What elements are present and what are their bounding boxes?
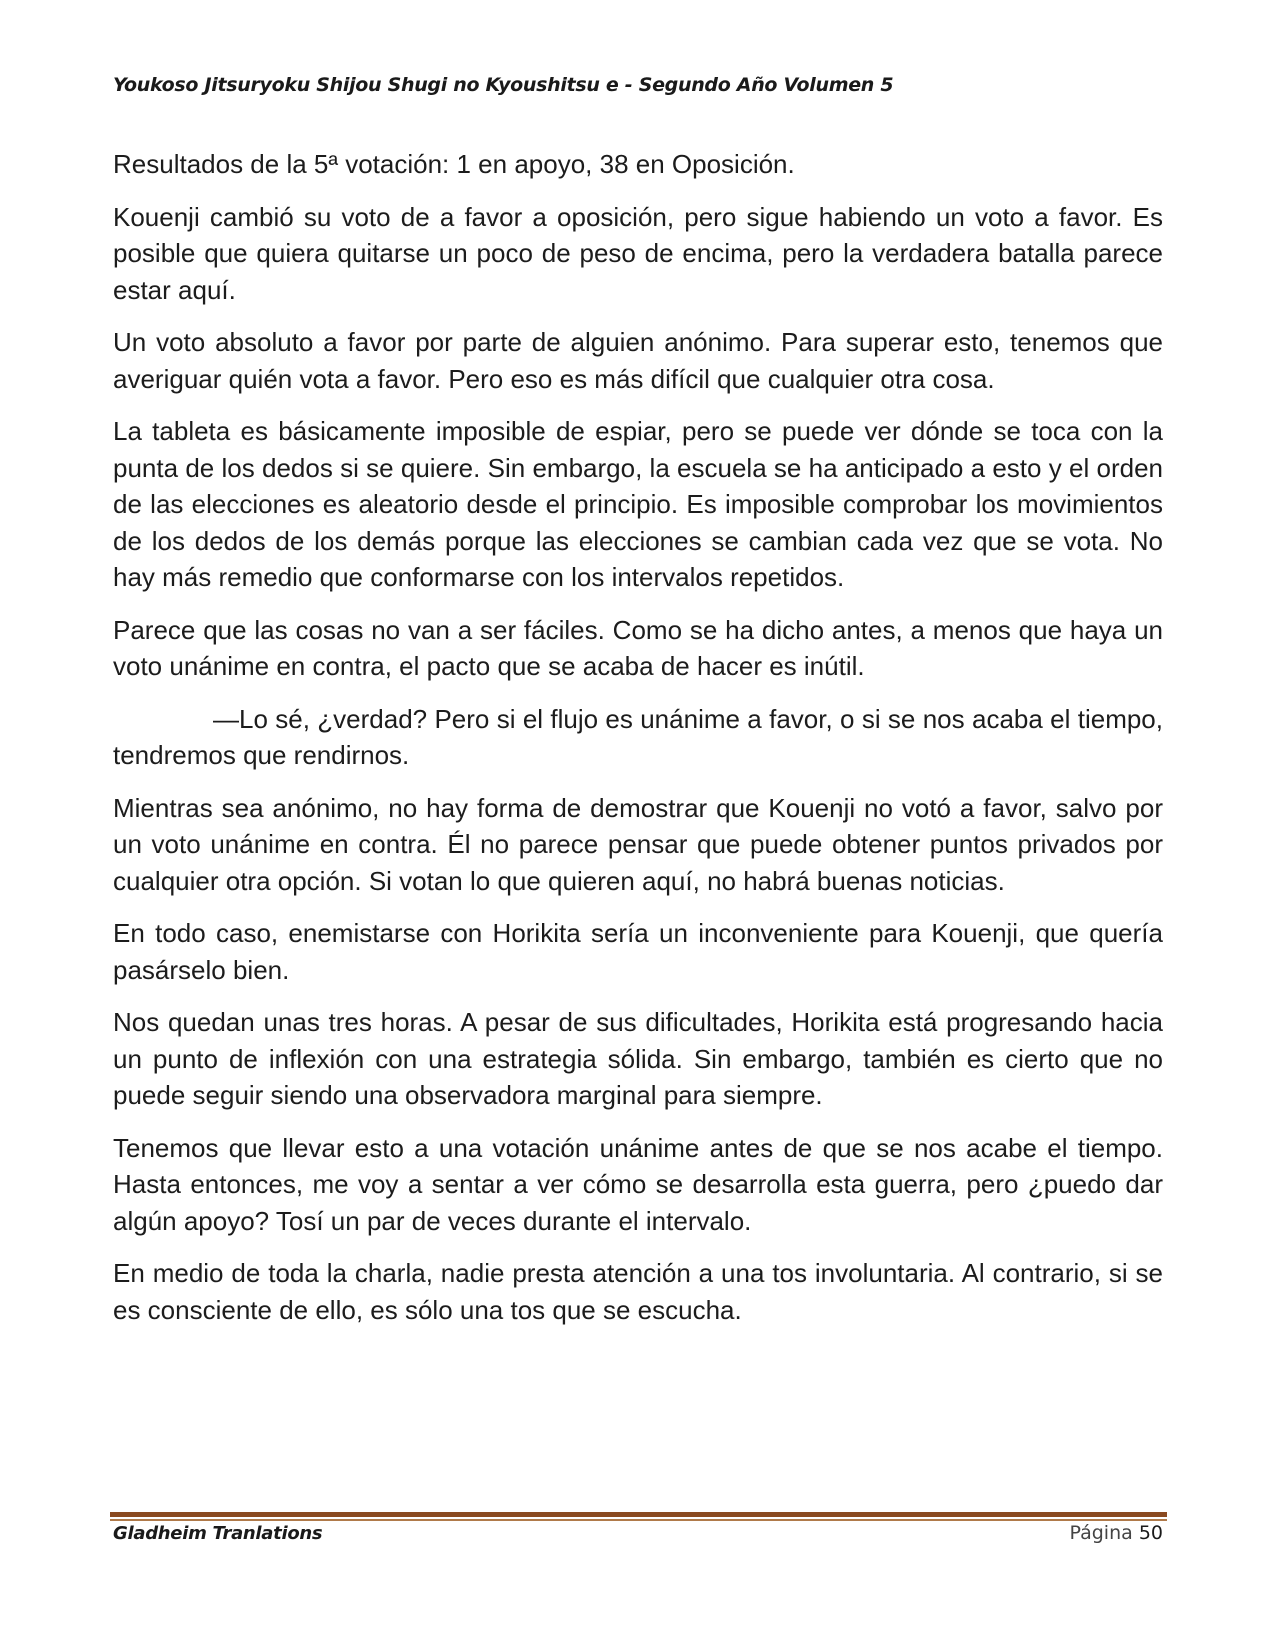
paragraph: Parece que las cosas no van a ser fáciles. Como se ha dicho antes, a menos que haya un voto unánime en contra, el pacto que se acaba de hacer es inútil.: [113, 614, 1163, 681]
paragraph: Tenemos que llevar esto a una votación unánime antes de que se nos acabe el tiempo. Hasta entonces, me voy a sentar a ver cómo se desarrolla esta guerra, pero ¿puedo dar algún apoyo? Tosí un par de veces durante el intervalo.: [113, 1132, 1163, 1236]
paragraph: Resultados de la 5ª votación: 1 en apoyo, 38 en Oposición.: [113, 149, 795, 179]
paragraph: En medio de toda la charla, nadie presta atención a una tos involuntaria. Al contrario, si se es consciente de ello, es sólo una tos que se escucha.: [113, 1258, 1163, 1325]
dialogue-paragraph: —Lo sé, ¿verdad? Pero si el flujo es unánime a favor, o si se nos acaba el tiempo, tendremos que rendirnos.: [113, 703, 1163, 770]
footer-publisher: Gladheim Tranlations: [113, 1523, 323, 1544]
paragraph: Nos quedan unas tres horas. A pesar de sus dificultades, Horikita está progresando hacia un punto de inflexión con una estrategia sólida. Sin embargo, también es cierto que no puede seguir siendo una observadora marginal para siempre.: [113, 1007, 1163, 1110]
paragraph: En todo caso, enemistarse con Horikita sería un inconveniente para Kouenji, que quería pasárselo bien.: [113, 918, 1163, 985]
paragraph: La tableta es básicamente imposible de espiar, pero se puede ver dónde se toca con la punta de los dedos si se quiere. Sin embargo, la escuela se ha anticipado a esto y el orden de las elecciones es aleatorio desde el principio. Es imposible comprobar los movimientos de los dedos de los demás porque las elecciones se cambian cada vez que se vota. No hay más remedio que conformarse con los intervalos repetidos.: [113, 416, 1163, 592]
page-label: Página: [1069, 1522, 1133, 1544]
body-text: [113, 146, 1163, 1344]
page-number: 50: [1138, 1522, 1163, 1544]
paragraph: Un voto absoluto a favor por parte de alguien anónimo. Para superar esto, tenemos que averiguar quién vota a favor. Pero eso es más difícil que cualquier otra cosa.: [113, 327, 1163, 394]
paragraph: Mientras sea anónimo, no hay forma de demostrar que Kouenji no votó a favor, salvo por un voto unánime en contra. Él no parece pensar que puede obtener puntos privados por cualquier otra opción. Si votan lo que quieren aquí, no habrá buenas noticias.: [113, 792, 1163, 896]
running-header: Youkoso Jitsuryoku Shijou Shugi no Kyoushitsu e - Segundo Año Volumen 5: [113, 74, 894, 96]
footer-divider-thin: [110, 1519, 1167, 1521]
footer-divider-thick: [110, 1512, 1167, 1517]
page-number-block: [1069, 1522, 1163, 1544]
paragraph: Kouenji cambió su voto de a favor a oposición, pero sigue habiendo un voto a favor. Es posible que quiera quitarse un poco de peso de encima, pero la verdadera batalla parece estar aquí.: [113, 201, 1163, 305]
